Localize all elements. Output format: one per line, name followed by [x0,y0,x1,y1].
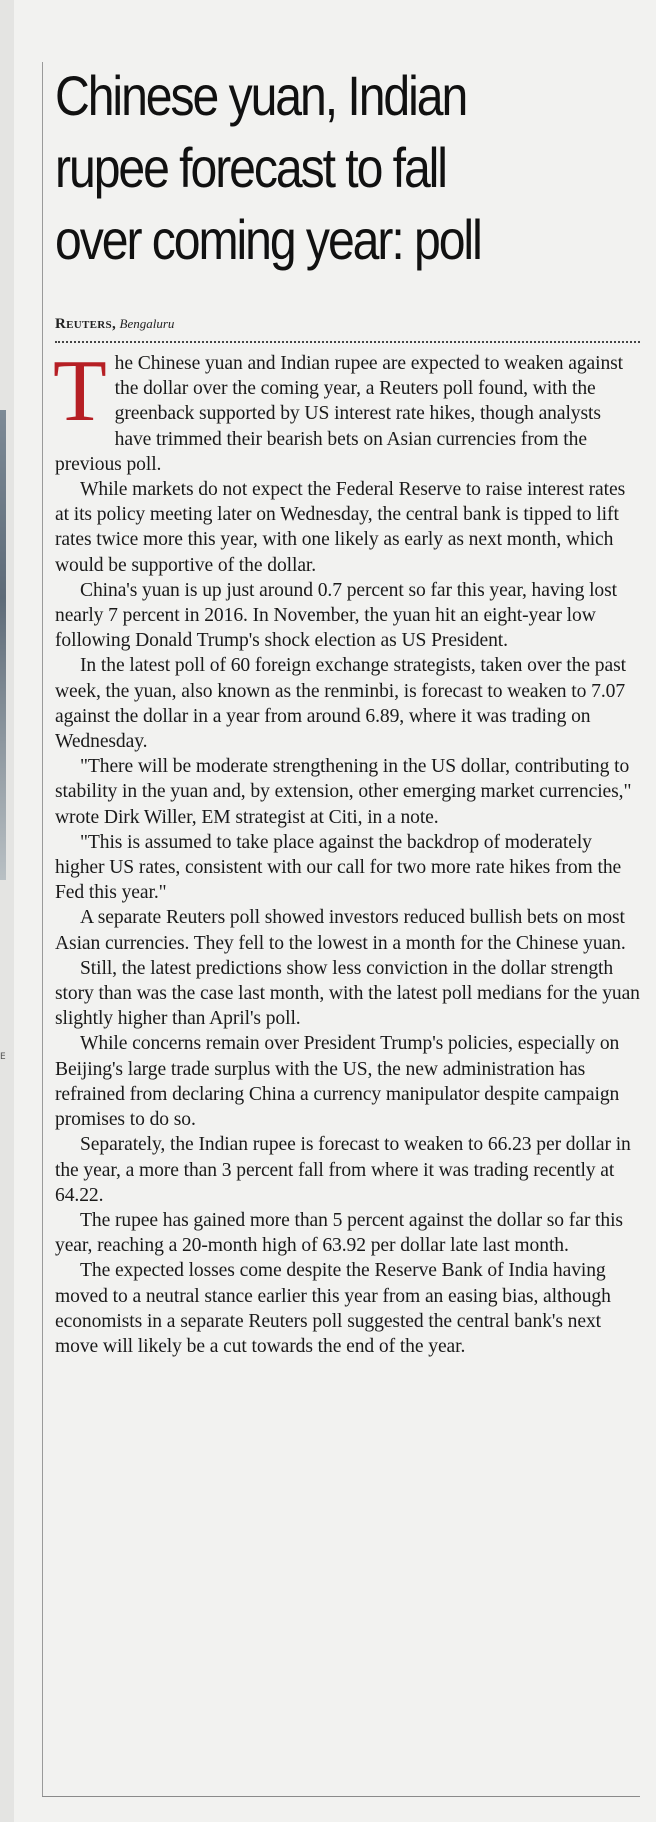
paragraph-4: In the latest poll of 60 foreign exchange strategists, taken over the past week, the yuan, also known as the renminbi, is forecast to weaken to 7.07 against the dollar in a year from around 6.89, where it was trading on Wednesday. [55,655,626,753]
paragraph-9: While concerns remain over President Trump's policies, especially on Beijing's large trade surplus with the US, the new administration has refrained from declaring China a currency manipulator despite campaign promises to do so. [55,1033,620,1131]
paragraph-7: A separate Reuters poll showed investors reduced bullish bets on most Asian currencies. They fell to the lowest in a month for the Chinese yuan. [55,907,626,954]
headline [55,60,558,276]
news-article [55,60,640,1359]
adjacent-column-mark: E [0,1052,6,1062]
adjacent-page-strip [0,0,14,1822]
headline-line-1: Chinese yuan, Indian [55,64,467,127]
paragraph-12: The expected losses come despite the Reserve Bank of India having moved to a neutral stance earlier this year from an easing bias, although economists in a separate Reuters poll suggested the central bank's next move will likely be a cut towards the end of the year. [55,1260,611,1357]
byline-location: Bengaluru [119,316,175,331]
paragraph-10: Separately, the Indian rupee is forecast to weaken to 66.23 per dollar in the year, a more than 3 percent fall from where it was trading recently at 64.22. [55,1134,631,1206]
drop-cap: T [53,343,107,440]
paragraph-1 [53,343,640,477]
byline [55,314,640,335]
paragraph-6: "This is assumed to take place against the backdrop of moderately higher US rates, consistent with our call for two more rate hikes from the Fed this year." [55,831,622,904]
bottom-rule [42,1796,640,1797]
adjacent-photo-edge [0,410,6,880]
paragraph-1-text: he Chinese yuan and Indian rupee are expected to weaken against the dollar over the coming year, a Reuters poll found, with the greenback supported by US interest rate hikes, though analysts have trimmed their bearish bets on Asian currencies from the previous poll. [55,353,624,475]
paragraph-5: "There will be moderate strengthening in the US dollar, contributing to stability in the yuan and, by extension, other emerging market currencies," wrote Dirk Willer, EM strategist at Citi, in a note. [55,756,632,828]
paragraph-8: Still, the latest predictions show less conviction in the dollar strength story than was the case last month, with the latest poll medians for the yuan slightly higher than April's poll. [55,957,640,1030]
column-divider [42,62,43,1797]
paragraph-3: China's yuan is up just around 0.7 percent so far this year, having lost nearly 7 percent in 2016. In November, the yuan hit an eight-year low following Donald Trump's shock election as US President. [55,579,617,652]
paragraph-2: While markets do not expect the Federal Reserve to raise interest rates at its policy meeting later on Wednesday, the central bank is tipped to lift rates twice more this year, with one likely as early as next month, which would be supportive of the dollar. [55,479,626,576]
byline-dotted-rule [55,341,640,343]
byline-agency: Reuters, [55,316,116,332]
headline-line-2: rupee forecast to fall [55,136,446,199]
article-body [53,343,640,1359]
headline-line-3: over coming year: poll [55,208,481,271]
paragraph-11: The rupee has gained more than 5 percent against the dollar so far this year, reaching a 20-month high of 63.92 per dollar late last month. [55,1209,623,1257]
